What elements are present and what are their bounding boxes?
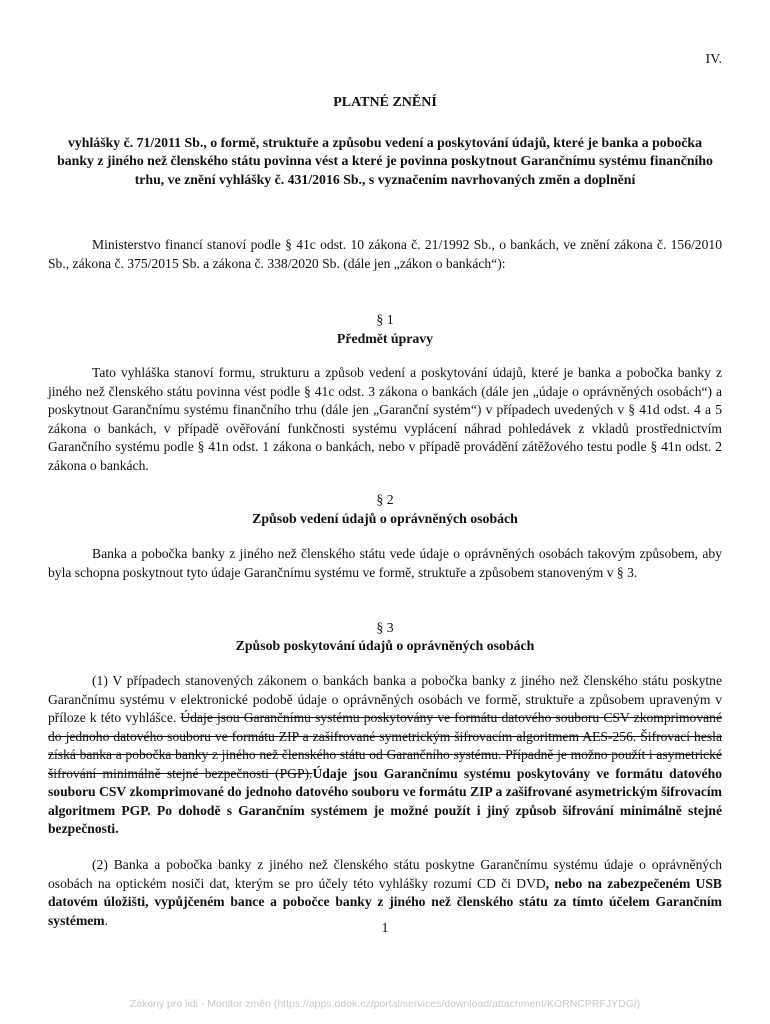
page-number: 1: [381, 921, 389, 936]
added-text: Údaje jsou Garančnímu systému poskytovány ve formátu datového souboru CSV zkomprimované do jednoho datového souboru ve formátu ZIP a zašifrované asymetrickým šifrovacím algoritmem PGP. Po dohodě s Garančním systémem je možné použít i jiný způsob šifrování minimálně stejné bezpečnosti.: [48, 765, 722, 836]
section-2-number: § 2: [376, 492, 394, 507]
paragraph-1-text: (1) V případech stanovených zákonem o bankách banka a pobočka banky z jiného než členského státu poskytne Garančnímu systému v elektronické podobě údaje o oprávněných osobách ve formě, struktuře a způsobem upraveným v příloze k této vyhlášce.: [48, 673, 722, 725]
section-2-title: Způsob vedení údajů o oprávněných osobách: [252, 511, 518, 526]
section-2-text: Banka a pobočka banky z jiného než členského státu vede údaje o oprávněných osobách takovým způsobem, aby byla schopna poskytnout tyto údaje Garančnímu systému ve formě, struktuře a způsobem stanoveným v § 3.: [48, 546, 722, 580]
section-3-paragraph-1: [48, 672, 722, 839]
footer-watermark: Zákony pro lidi - Monitor změn (https://apps.odok.cz/portal/services/download/attachment/KORNCPRFJYDG/): [129, 998, 641, 1010]
section-1-title: Předmět úpravy: [336, 331, 434, 346]
section-1-number: § 1: [376, 312, 394, 327]
paragraph-2-end: .: [104, 912, 109, 928]
added-text-2: , nebo na zabezpečeném USB datovém úložišti, vypůjčeném bance a pobočce banky z jiného než členského státu za tímto účelem Garančním systémem: [48, 875, 723, 928]
section-1-text: Tato vyhláška stanoví formu, strukturu a způsob vedení a poskytování údajů, které je banka a pobočka banky z jiného než členského státu povinna vést podle § 41c odst. 3 zákona o bankách (dále jen „údaje o oprávněných osobách“) a poskytnout Garančnímu systému finančního trhu (dále jen „Garanční systém“) v případech uvedených v § 41d odst. 4 a 5 zákona o bankách, v případě ověřování funkčnosti systému vyplácení náhrad pohledávek z vkladů prostřednictvím Garančního systému podle § 41n odst. 1 zákona o bankách, nebo v případě provádění zátěžového testu podle § 41n odst. 2 zákona o bankách.: [48, 365, 722, 473]
document-subtitle: vyhlášky č. 71/2011 Sb., o formě, struktuře a způsobu vedení a poskytování údajů, které je banka a pobočka banky z jiného než členského státu povinna vést a které je povinna poskytnout Garančnímu systému finančního trhu, ve znění vyhlášky č. 431/2016 Sb., s vyznačením navrhovaných změn a doplnění: [57, 135, 713, 187]
section-3-number: § 3: [376, 620, 394, 635]
section-3-paragraph-2: [48, 856, 722, 930]
intro-paragraph: Ministerstvo financí stanoví podle § 41c odst. 10 zákona č. 21/1992 Sb., o bankách, ve znění zákona č. 156/2010 Sb., zákona č. 375/2015 Sb. a zákona č. 338/2020 Sb. (dále jen „zákon o bankách“):: [48, 237, 722, 271]
section-3-title: Způsob poskytování údajů o oprávněných osobách: [235, 638, 535, 653]
document-heading: PLATNÉ ZNĚNÍ: [333, 95, 437, 110]
paragraph-2-text: (2) Banka a pobočka banky z jiného než členského státu poskytne Garančnímu systému údaje o oprávněných osobách na optickém nosiči dat, kterým se pro účely této vyhlášky rozumí CD či DVD: [48, 857, 722, 891]
deleted-text: Údaje jsou Garančnímu systému poskytovány ve formátu datového souboru CSV zkomprimované do jednoho datového souboru ve formátu ZIP a zašifrované symetrickým šifrovacím algoritmem AES-256. Šifrovací hesla získá banka a pobočka banky z jiného než členského státu od Garančního systému. Případně je možno použít i asymetrické šifrování minimálně stejné bezpečnosti (PGP).: [48, 710, 722, 781]
annex-number: IV.: [705, 52, 722, 67]
